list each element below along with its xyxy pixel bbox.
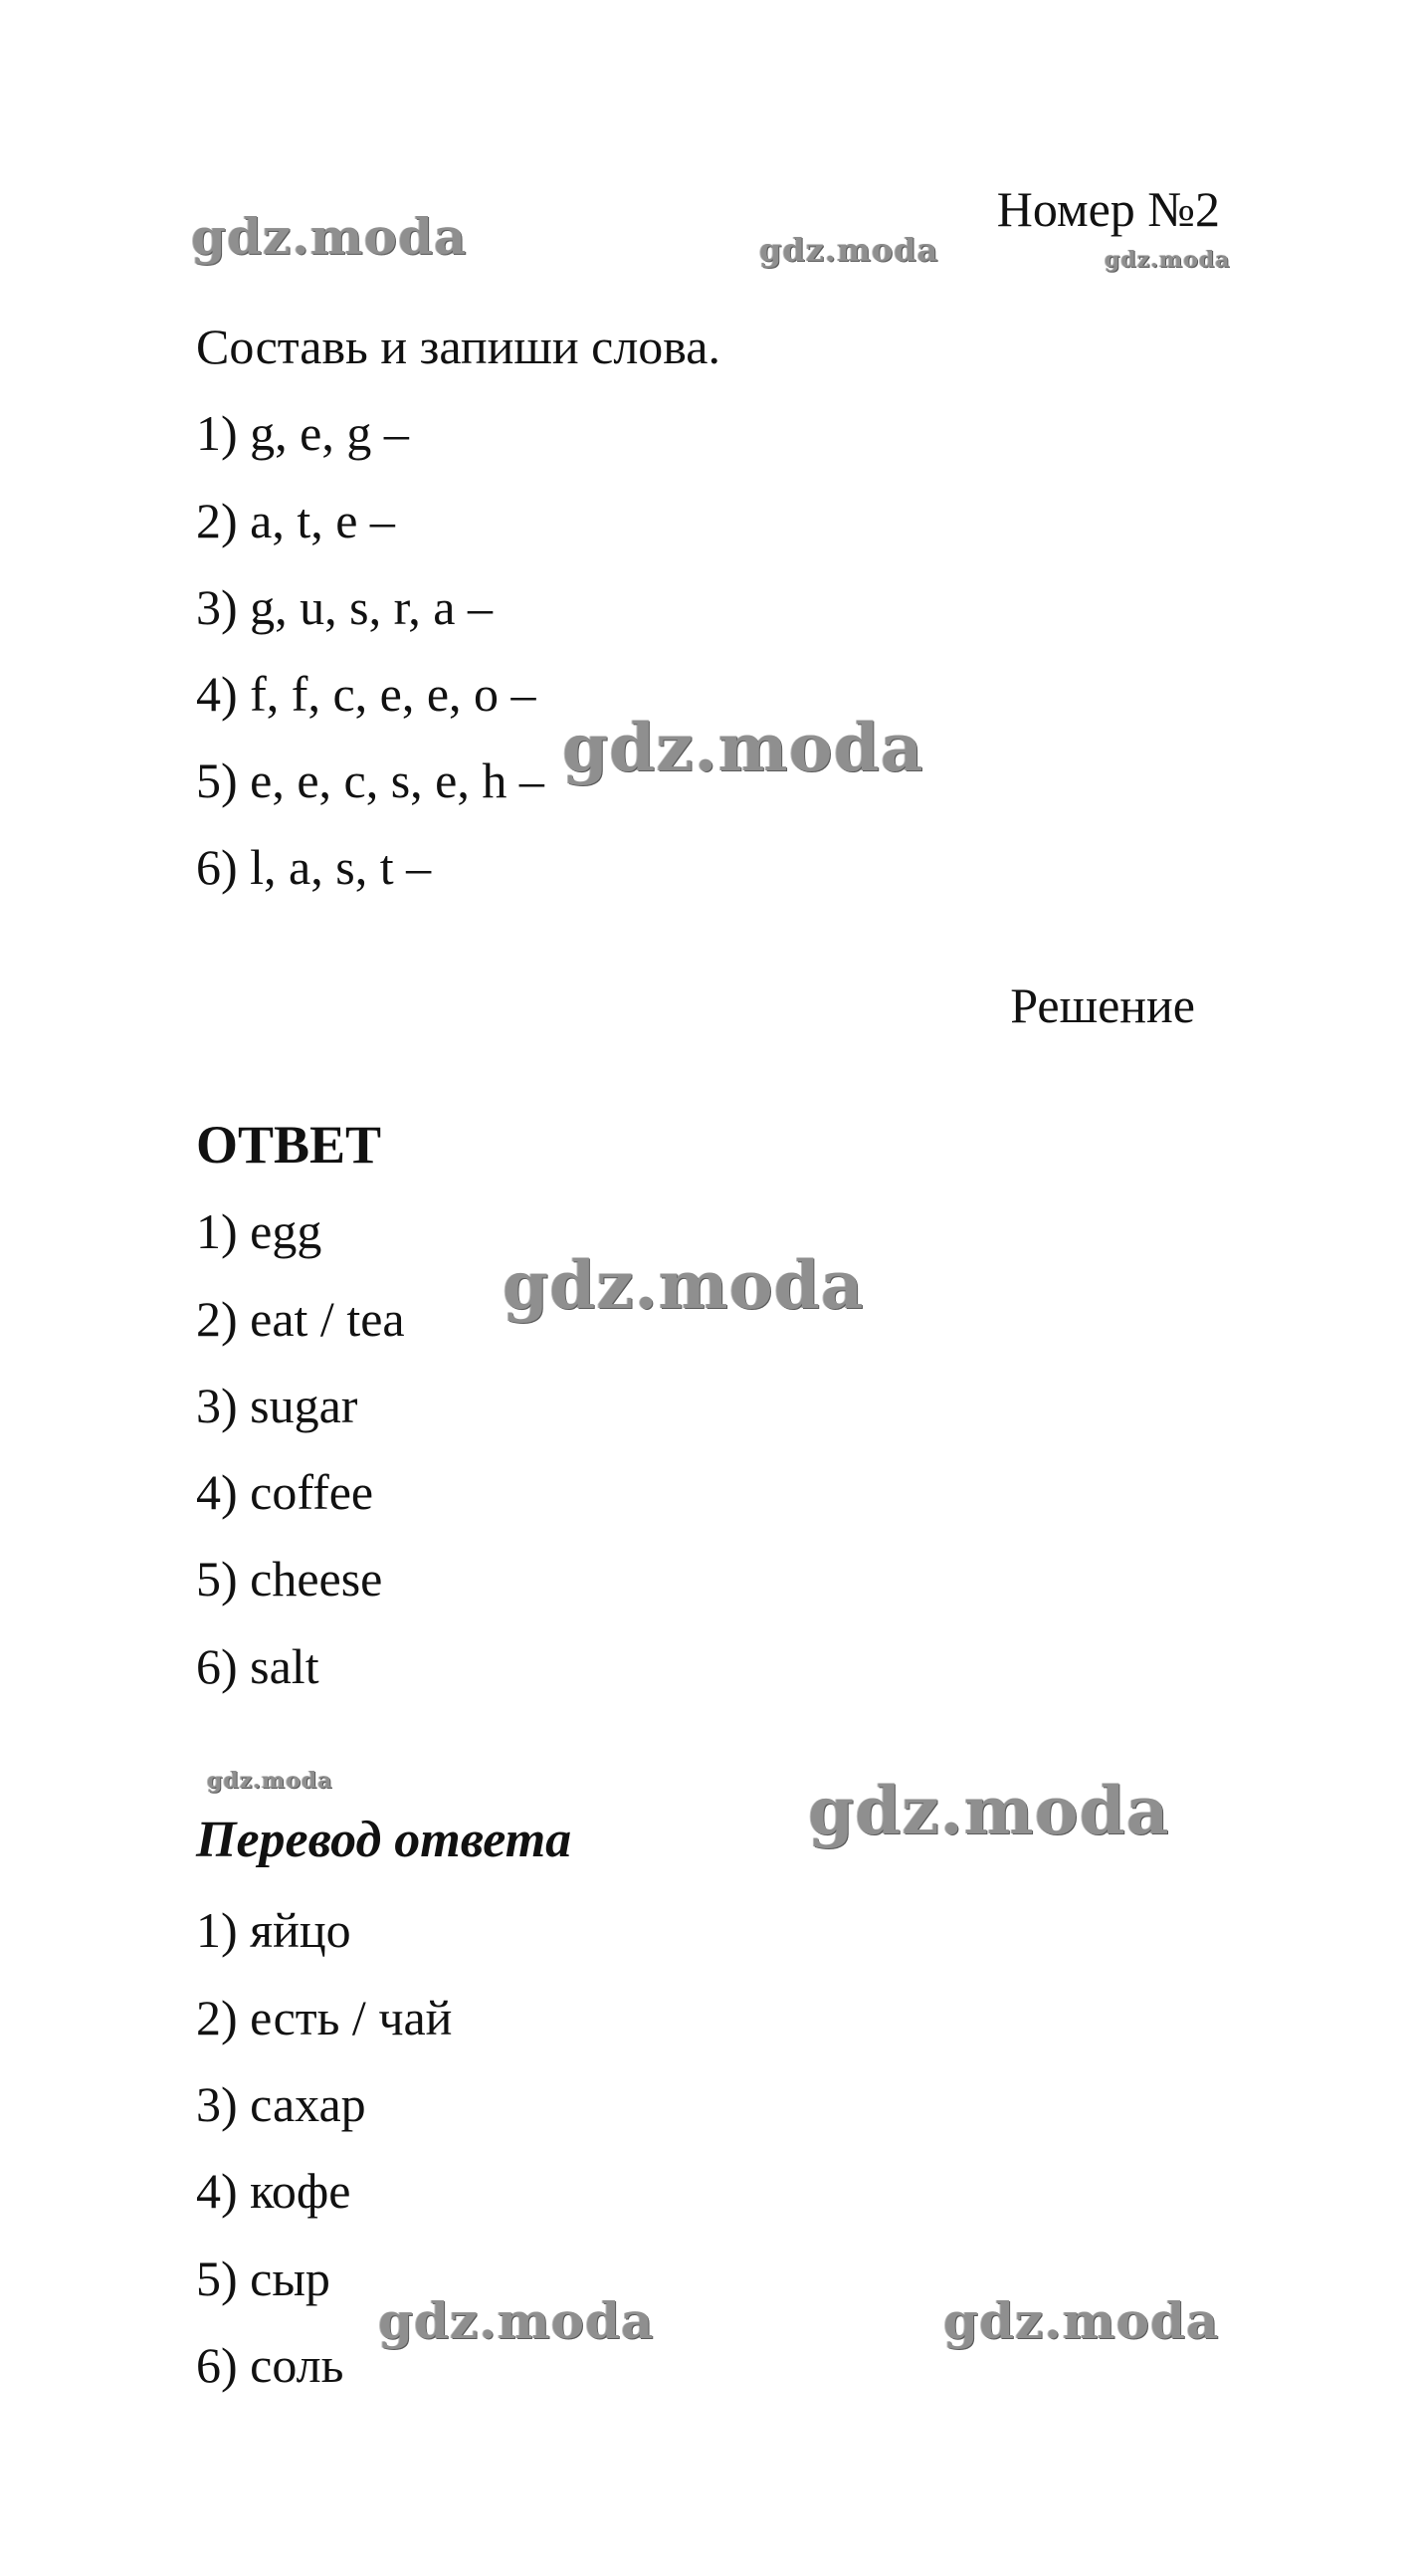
task-item: 4) f, f, c, e, e, o – [196, 666, 536, 722]
translation-item: 1) яйцо [196, 1902, 351, 1958]
answer-item: 2) eat / tea [196, 1291, 405, 1347]
translation-item: 5) сыр [196, 2251, 330, 2306]
watermark-logo: gdz.moda [503, 1246, 865, 1324]
answer-item: 6) salt [196, 1638, 319, 1694]
watermark-logo: gdz.moda [943, 2291, 1220, 2350]
watermark-logo: gdz.moda [378, 2291, 655, 2350]
answer-item: 1) egg [196, 1203, 322, 1259]
answer-title: ОТВЕТ [196, 1115, 382, 1175]
watermark-logo: gdz.moda [759, 231, 939, 269]
translation-item: 3) сахар [196, 2076, 366, 2132]
watermark-logo: gdz.moda [1105, 247, 1231, 273]
answer-item: 4) coffee [196, 1464, 374, 1520]
solution-label: Решение [1010, 977, 1195, 1033]
task-instruction: Составь и запиши слова. [196, 319, 720, 374]
watermark-logo: gdz.moda [562, 709, 924, 786]
task-number: Номер №2 [996, 181, 1220, 237]
translation-item: 6) соль [196, 2337, 344, 2393]
watermark-logo: gdz.moda [207, 1768, 333, 1794]
translation-title: Перевод ответа [196, 1812, 572, 1868]
task-item: 2) a, t, e – [196, 493, 395, 548]
task-item: 1) g, e, g – [196, 405, 409, 461]
translation-item: 4) кофе [196, 2163, 351, 2219]
task-item: 5) e, e, c, s, e, h – [196, 752, 544, 808]
watermark-logo: gdz.moda [808, 1772, 1170, 1849]
task-item: 3) g, u, s, r, a – [196, 579, 493, 635]
answer-item: 5) cheese [196, 1551, 383, 1607]
task-item: 6) l, a, s, t – [196, 839, 432, 895]
answer-item: 3) sugar [196, 1378, 358, 1433]
watermark-logo: gdz.moda [191, 207, 468, 266]
translation-item: 2) есть / чай [196, 1990, 453, 2045]
